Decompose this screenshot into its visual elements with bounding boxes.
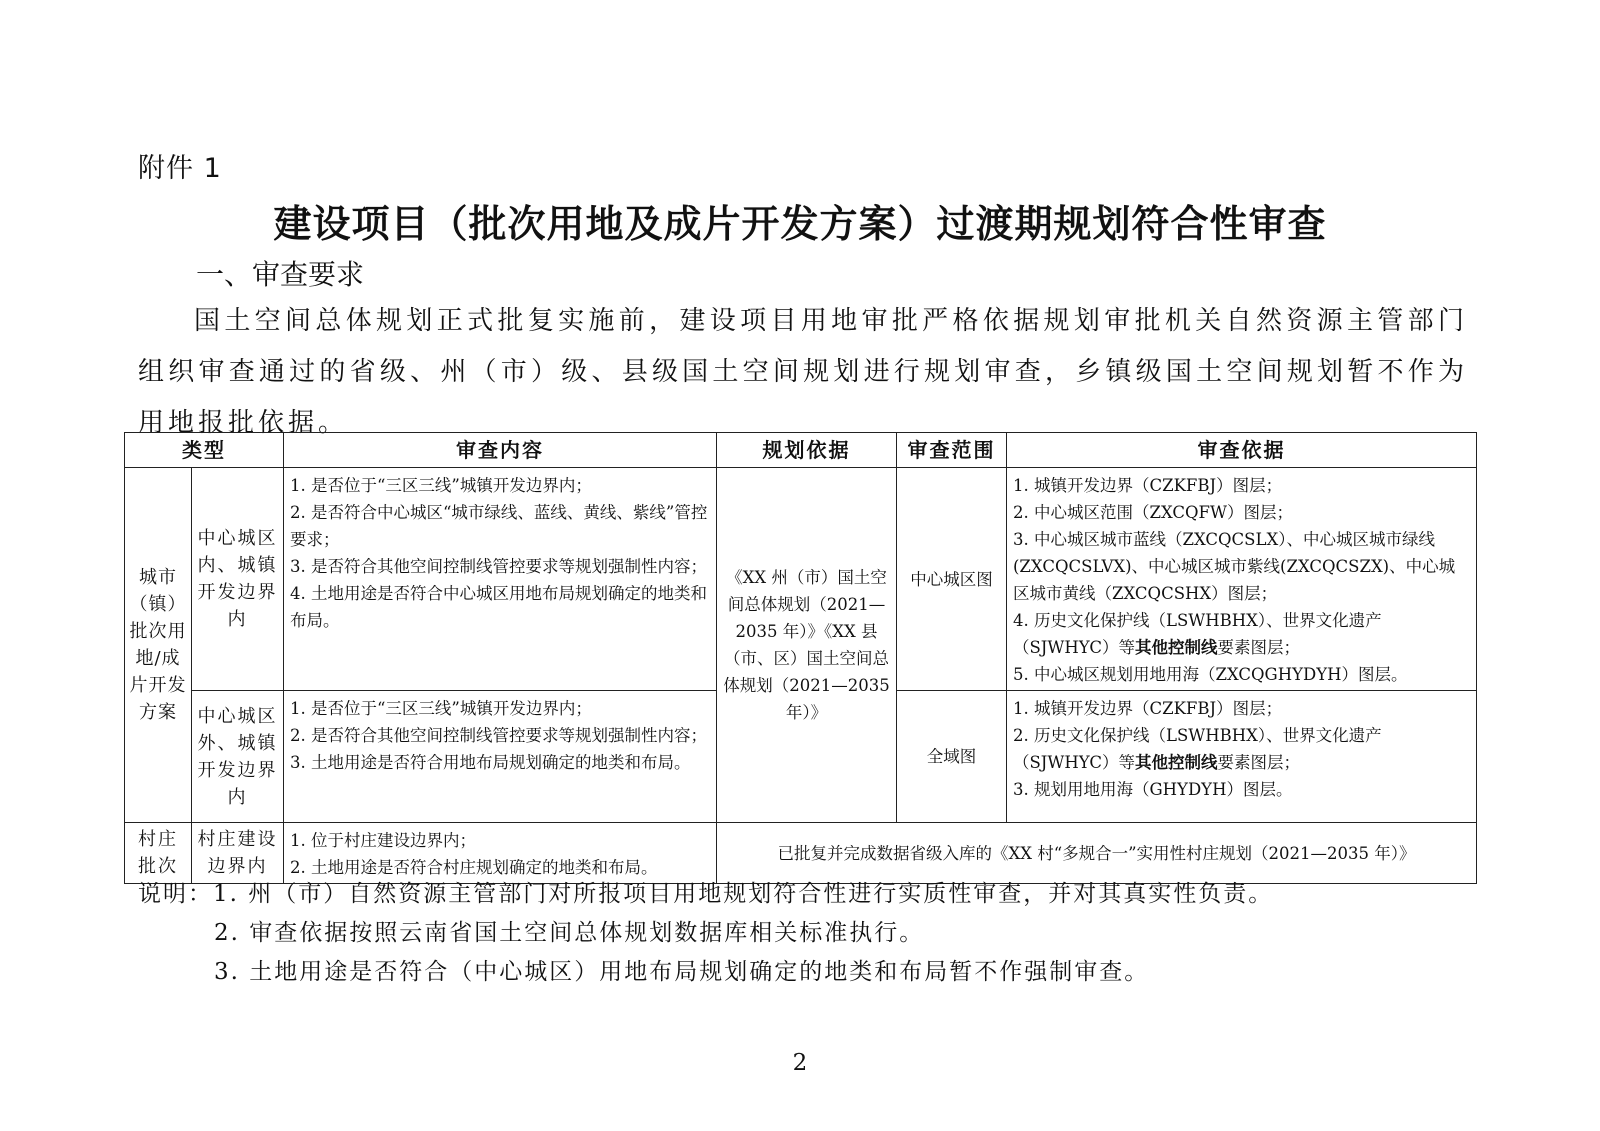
page-number: 2 <box>792 1050 808 1076</box>
subtype-inner-city: 中心城区内、城镇开发边界内 <box>192 468 284 691</box>
list-item: 2. 是否符合中心城区“城市绿线、蓝线、黄线、紫线”管控要求； <box>290 503 708 549</box>
list-item: 3. 是否符合其他空间控制线管控要求等规划强制性内容； <box>290 557 707 576</box>
notes-label: 说明： <box>138 881 213 907</box>
notes-block <box>138 875 1273 992</box>
list-item: 3. 规划用地用海（GHYDYH）图层。 <box>1013 780 1293 799</box>
subtype-village: 村庄建设边界内 <box>192 823 284 884</box>
scope-full-map: 全域图 <box>897 691 1007 823</box>
scope-central-map: 中心城区图 <box>897 468 1007 691</box>
list-item: 5. 中心城区规划用地用海（ZXCQGHYDYH）图层。 <box>1013 665 1408 684</box>
intro-paragraph: 国土空间总体规划正式批复实施前，建设项目用地审批严格依据规划审批机关自然资源主管部门组织审查通过的省级、州（市）级、县级国土空间规划进行规划审查，乡镇级国土空间规划暂不作为用地报批依据。 <box>138 306 1468 438</box>
type-village-batch: 村庄批次 <box>125 823 192 884</box>
list-item: 1. 是否位于“三区三线”城镇开发边界内； <box>290 476 592 495</box>
list-item: 2. 中心城区范围（ZXCQFW）图层； <box>1013 503 1293 522</box>
subtype-outer-city: 中心城区外、城镇开发边界内 <box>192 691 284 823</box>
list-item: 3. 中心城区城市蓝线（ZXCQCSLX）、中心城区城市绿线(ZXCQCSLVX)、中心城区城市紫线(ZXCQCSZX)、中心城区城市黄线（ZXCQCSHX）图层； <box>1013 530 1456 603</box>
header-content: 审查内容 <box>284 433 717 468</box>
note-item: 2. 审查依据按照云南省国土空间总体规划数据库相关标准执行。 <box>214 920 925 946</box>
type-urban-batch: 城市（镇）批次用地/成片开发方案 <box>125 468 192 823</box>
list-item: 1. 城镇开发边界（CZKFBJ）图层； <box>1013 699 1283 718</box>
table-header-row <box>125 433 1477 468</box>
basis-text: 4. 历史文化保护线（LSWHBHX）、世界文化遗产（SJWHYC）等 <box>1013 611 1382 657</box>
content-outer-city <box>284 691 717 823</box>
basis-bold-text: 其他控制线 <box>1135 638 1218 657</box>
list-item: 2. 土地用途是否符合村庄规划确定的地类和布局。 <box>290 858 658 877</box>
basis-outer-city <box>1007 691 1477 823</box>
list-item: 2. 是否符合其他空间控制线管控要求等规划强制性内容； <box>290 726 707 745</box>
list-item: 1. 位于村庄建设边界内； <box>290 831 476 850</box>
section-heading: 一、审查要求 <box>196 258 365 291</box>
list-item <box>1013 722 1470 776</box>
review-table <box>124 432 1477 884</box>
basis-text: 2. 历史文化保护线（LSWHBHX）、世界文化遗产（SJWHYC）等 <box>1013 726 1382 772</box>
note-row <box>138 953 1273 992</box>
list-item: 1. 城镇开发边界（CZKFBJ）图层； <box>1013 476 1283 495</box>
basis-village: 已批复并完成数据省级入库的《XX 村“多规合一”实用性村庄规划（2021—2035 年）》 <box>717 823 1477 884</box>
table-row <box>125 468 1477 691</box>
content-inner-city <box>284 468 717 691</box>
basis-text: 要素图层； <box>1217 638 1300 657</box>
basis-bold-text: 其他控制线 <box>1135 753 1218 772</box>
basis-text: 要素图层； <box>1217 753 1300 772</box>
header-review-basis: 审查依据 <box>1007 433 1477 468</box>
list-item <box>1013 607 1470 661</box>
note-row <box>138 875 1273 914</box>
note-row <box>138 914 1273 953</box>
header-scope: 审查范围 <box>897 433 1007 468</box>
list-item: 3. 土地用途是否符合用地布局规划确定的地类和布局。 <box>290 753 691 772</box>
basis-inner-city <box>1007 468 1477 691</box>
header-planning-basis: 规划依据 <box>717 433 897 468</box>
attachment-label: 附件 1 <box>138 153 222 184</box>
note-item: 3. 土地用途是否符合（中心城区）用地布局规划确定的地类和布局暂不作强制审查。 <box>214 959 1150 985</box>
list-item: 1. 是否位于“三区三线”城镇开发边界内； <box>290 699 592 718</box>
planning-basis-cell: 《XX 州（市）国土空间总体规划（2021—2035 年）》《XX 县（市、区）国土空间总体规划（2021—2035 年）》 <box>717 468 897 823</box>
list-item: 4. 土地用途是否符合中心城区用地布局规划确定的地类和布局。 <box>290 584 707 630</box>
document-title: 建设项目（批次用地及成片开发方案）过渡期规划符合性审查 <box>273 201 1327 246</box>
note-item: 1. 州（市）自然资源主管部门对所报项目用地规划符合性进行实质性审查，并对其真实性负责。 <box>213 881 1274 907</box>
header-type: 类型 <box>125 433 284 468</box>
